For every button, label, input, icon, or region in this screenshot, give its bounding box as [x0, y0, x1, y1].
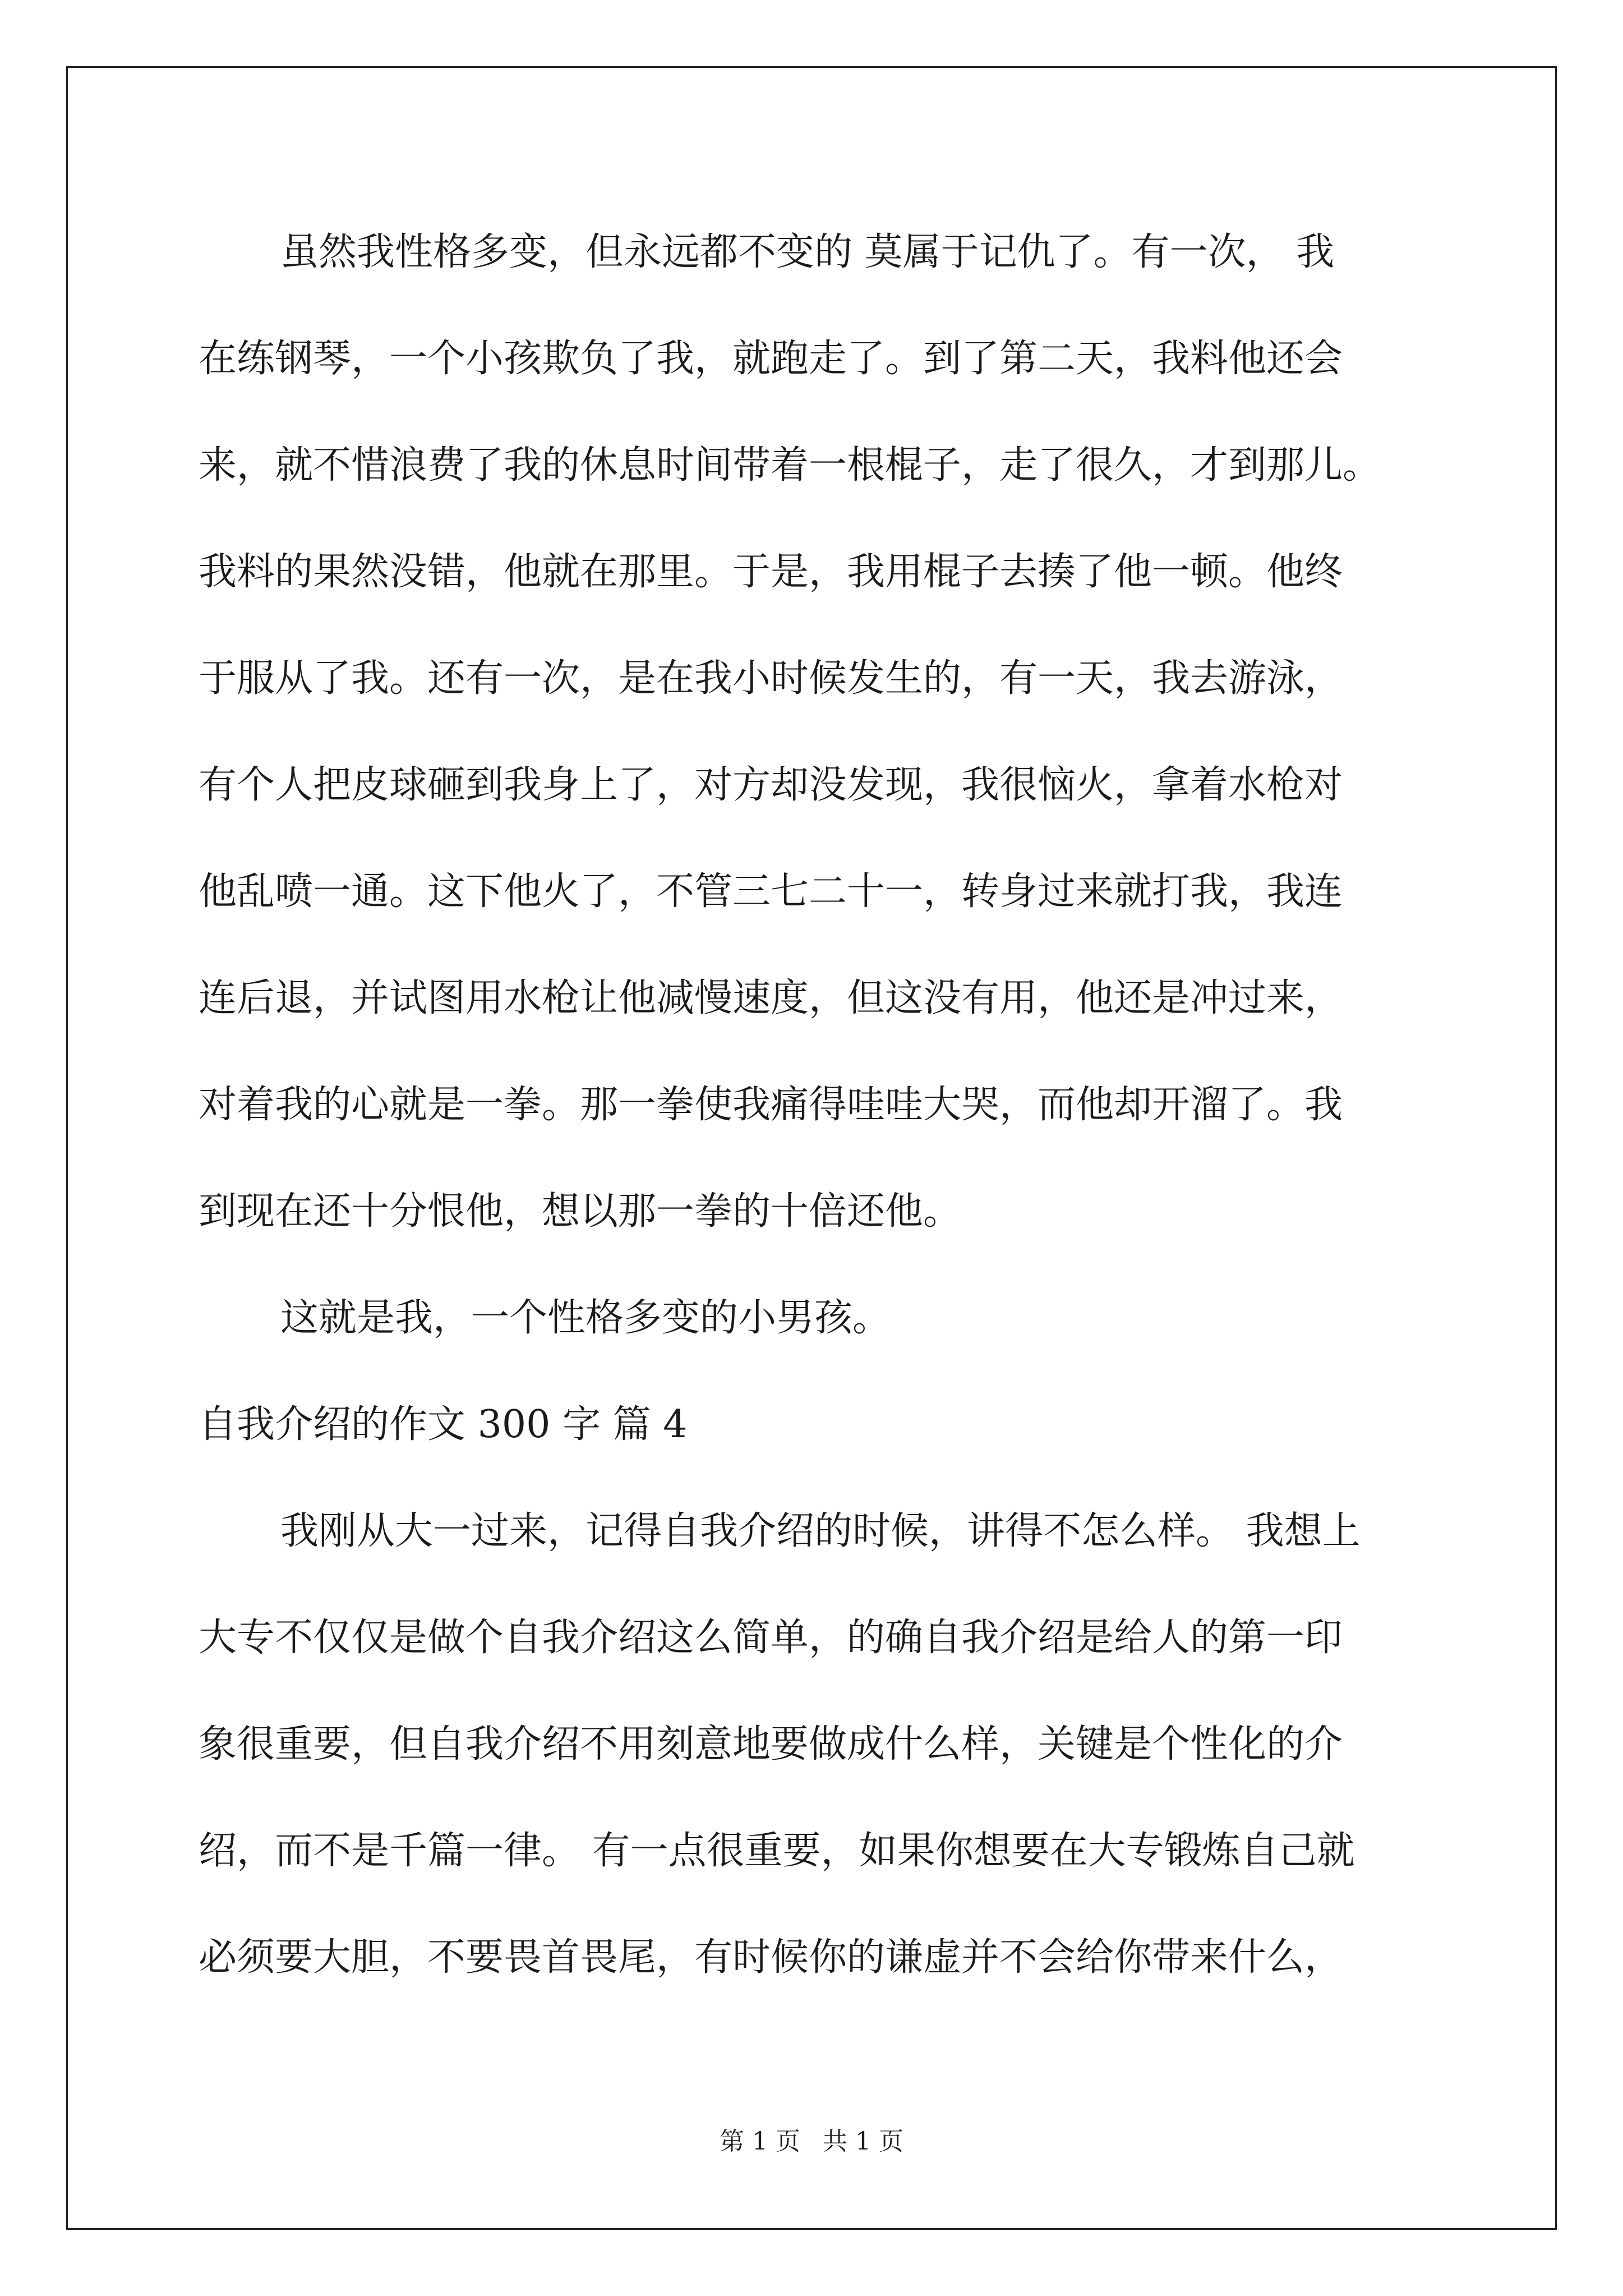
- paragraph-3-line-5: 必须要大胆，不要畏首畏尾，有时候你的谦虚并不会给你带来什么，: [199, 1935, 1343, 1980]
- paragraph-1-line-6: 有个人把皮球砸到我身上了，对方却没发现，我很恼火，拿着水枪对: [199, 763, 1343, 807]
- paragraph-3-line-1: 我刚从大一过来，记得自我介绍的时候，讲得不怎么样。 我想上: [280, 1509, 1361, 1553]
- paragraph-1-line-2: 在练钢琴，一个小孩欺负了我，就跑走了。到了第二天，我料他还会: [199, 337, 1343, 381]
- paragraph-1-line-3: 来，就不惜浪费了我的休息时间带着一根棍子，走了很久，才到那儿。: [199, 443, 1381, 487]
- page-number-total: 共 1 页: [823, 2127, 903, 2156]
- paragraph-3-line-4: 绍，而不是千篇一律。 有一点很重要，如果你想要在大专锻炼自己就: [199, 1829, 1355, 1873]
- section-heading: 自我介绍的作文 300 字 篇 4: [199, 1402, 688, 1447]
- page-border: [66, 66, 1557, 2230]
- paragraph-1-line-10: 到现在还十分恨他，想以那一拳的十倍还他。: [199, 1189, 962, 1234]
- page-number-current: 第 1 页: [720, 2127, 800, 2156]
- paragraph-1-line-7: 他乱喷一通。这下他火了，不管三七二十一，转身过来就打我，我连: [199, 869, 1343, 914]
- paragraph-3-line-3: 象很重要，但自我介绍不用刻意地要做成什么样，关键是个性化的介: [199, 1722, 1343, 1766]
- paragraph-1-line-8: 连后退，并试图用水枪让他减慢速度，但这没有用，他还是冲过来，: [199, 976, 1343, 1020]
- page-footer: [0, 2125, 1623, 2159]
- paragraph-3-line-2: 大专不仅仅是做个自我介绍这么简单，的确自我介绍是给人的第一印: [199, 1616, 1343, 1660]
- paragraph-2-line-1: 这就是我，一个性格多变的小男孩。: [280, 1296, 891, 1340]
- paragraph-1-line-9: 对着我的心就是一拳。那一拳使我痛得哇哇大哭，而他却开溜了。我: [199, 1083, 1343, 1127]
- paragraph-1-line-1: 虽然我性格多变，但永远都不变的 莫属于记仇了。有一次， 我: [280, 230, 1335, 274]
- paragraph-1-line-5: 于服从了我。还有一次，是在我小时候发生的，有一天，我去游泳，: [199, 656, 1343, 701]
- paragraph-1-line-4: 我料的果然没错，他就在那里。于是，我用棍子去揍了他一顿。他终: [199, 550, 1343, 594]
